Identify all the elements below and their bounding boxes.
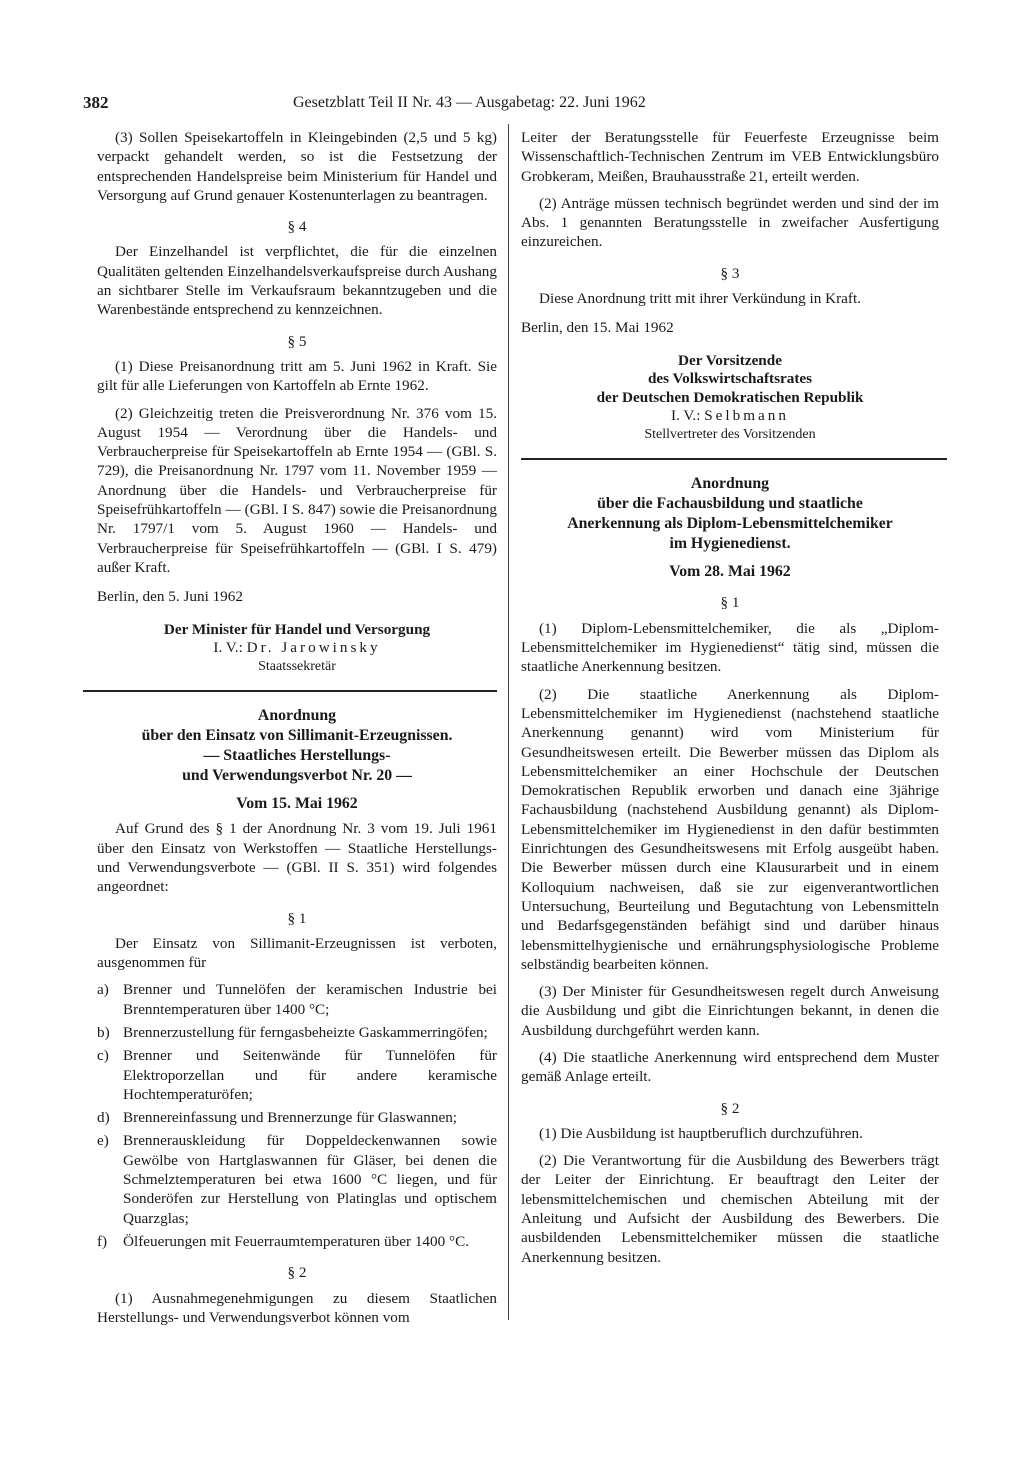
section-heading: § 2 xyxy=(720,1099,740,1117)
list-label: a) xyxy=(97,981,109,999)
paragraph: (2) Die Verantwortung für die Ausbildung des Bewerbers trägt der Leiter der Einrichtung. Er beauftragt den Leiter der lebensmittelchemischen und chemischen Abteilung mit der Anleitung und Aufsicht der Ausbildung des Bewerbers. Die ausbildenden Lebensmittelchemiker müssen die staatliche Anerkennung besitzen. xyxy=(521,1152,939,1266)
decree-subheading: Anerkennung als Diplom-Lebensmittelchemiker xyxy=(567,515,893,533)
section-heading: § 4 xyxy=(287,218,307,236)
decree-subheading: im Hygienedienst. xyxy=(669,535,791,553)
paragraph: Diese Anordnung tritt mit ihrer Verkündung in Kraft. xyxy=(539,290,861,308)
decree-date: Vom 28. Mai 1962 xyxy=(669,563,791,581)
signatory-name: Selbmann xyxy=(704,407,789,425)
paragraph: (1) Die Ausbildung ist hauptberuflich durchzuführen. xyxy=(539,1124,863,1142)
list-item xyxy=(97,1046,497,1104)
paragraph: (1) Diese Preisanordnung tritt am 5. Juni 1962 in Kraft. Sie gilt für alle Lieferungen von Kartoffeln ab Ernte 1962. xyxy=(97,357,497,395)
decree-subheading: und Verwendungsverbot Nr. 20 — xyxy=(182,767,412,785)
paragraph: Leiter der Beratungsstelle für Feuerfeste Erzeugnisse beim Wissenschaftlich-Technischen Zentrum im VEB Entwicklungsbüro Grobkeram, Meißen, Brauhausstraße 21, erteilt werden. xyxy=(521,129,939,185)
exception-list xyxy=(97,980,497,1251)
decree-heading: Anordnung xyxy=(257,707,337,725)
right-column xyxy=(521,128,939,1275)
signatory-line xyxy=(521,407,939,426)
decree-heading: Anordnung xyxy=(690,475,770,493)
signatory-office: der Deutschen Demokratischen Republik xyxy=(596,388,864,406)
gazette-title: Gesetzblatt Teil II Nr. 43 — Ausgabetag: 22. Juni 1962 xyxy=(293,94,646,111)
signatory-office: Der Vorsitzende xyxy=(678,351,782,369)
column-divider xyxy=(508,124,509,1320)
section-heading: § 3 xyxy=(720,264,740,282)
paragraph: (3) Sollen Speisekartoffeln in Kleingebinden (2,5 und 5 kg) verpackt gehandelt werden, so ist die Festsetzung der entsprechenden Handelspreise beim Ministerium für Handel und Versorgung auf Grund genauer Kostenunterlagen zu beantragen. xyxy=(97,129,497,204)
signatory-role: Stellvertreter des Vorsitzenden xyxy=(644,426,816,442)
signatory-office: Der Minister für Handel und Versorgung xyxy=(163,620,431,638)
list-item xyxy=(97,1232,497,1251)
list-item xyxy=(97,980,497,1019)
list-text: Brenner und Tunnelöfen der keramischen Industrie bei Brenntemperaturen über 1400 °C; xyxy=(123,981,497,1018)
place-date: Berlin, den 15. Mai 1962 xyxy=(521,319,674,337)
list-label: b) xyxy=(97,1024,110,1041)
list-text: Brennereinfassung und Brennerzunge für Glaswannen; xyxy=(123,1109,458,1127)
list-text: Brenner und Seitenwände für Tunnelöfen für Elektroporzellan und für andere keramische Hochtemperaturöfen; xyxy=(123,1047,497,1103)
list-label: f) xyxy=(97,1232,108,1250)
list-item xyxy=(97,1108,497,1127)
paragraph: (2) Anträge müssen technisch begründet werden und sind der im Abs. 1 genannten Beratungsstelle in zweifacher Ausfertigung einzureichen. xyxy=(521,194,939,251)
section-heading: § 1 xyxy=(720,594,740,612)
list-label: d) xyxy=(97,1109,110,1127)
paragraph: (1) Diplom-Lebensmittelchemiker, die als „Diplom-Lebensmittelchemiker im Hygienedienst“ tätig sind, müssen die staatliche Anerkennung besitzen. xyxy=(521,619,939,676)
page-number: 382 xyxy=(83,93,109,112)
decree-date: Vom 15. Mai 1962 xyxy=(236,795,358,813)
list-label: e) xyxy=(97,1132,109,1150)
section-rule xyxy=(83,690,497,692)
section-rule xyxy=(521,458,947,460)
paragraph: (3) Der Minister für Gesundheitswesen regelt durch Anweisung die Ausbildung und gibt die Einrichtungen bekannt, in denen die Ausbildung durchgeführt werden kann. xyxy=(521,983,939,1039)
signatory-role: Staatssekretär xyxy=(258,658,336,674)
paragraph: Der Einsatz von Sillimanit-Erzeugnissen ist verboten, ausgenommen für xyxy=(97,934,497,972)
signatory-iv: I. V.: xyxy=(671,407,701,425)
section-heading: § 5 xyxy=(287,332,307,350)
paragraph: (4) Die staatliche Anerkennung wird entsprechend dem Muster gemäß Anlage erteilt. xyxy=(521,1049,939,1086)
left-column xyxy=(97,128,497,1335)
list-text: Brennerzustellung für ferngasbeheizte Gaskammerringöfen; xyxy=(123,1024,488,1041)
list-item xyxy=(97,1023,497,1042)
paragraph: (2) Die staatliche Anerkennung als Diplom-Lebensmittelchemiker im Hygienedienst (nachstehend staatliche Anerkennung genannt) wird vom Ministerium für Gesundheitswesen erteilt. Die Bewerber müssen das Diplom als Lebensmittelchemiker an einer Hochschule der Deutschen Demokratischen Republik erworben und danach eine 3jährige Fachausbildung (nachstehend Ausbildung genannt) als Diplom-Lebensmittelchemiker im Hygienedienst in den dafür bestimmten Einrichtungen des Gesundheitswesens mit Erfolg ausgeübt haben. Die Bewerber müssen durch eine Klausurarbeit und in einem Kolloquium nachweisen, daß sie zur eigenverantwortlichen Untersuchung, Beurteilung und Begutachtung von Lebensmitteln und Bedarfsgegenständen befähigt sind und darüber hinaus lebensmittelhygienische und ernährungsphysiologische Probleme selbständig bearbeiten können. xyxy=(521,685,939,973)
signatory-iv: I. V.: xyxy=(213,639,243,657)
paragraph: (1) Ausnahmegenehmigungen zu diesem Staatlichen Herstellungs- und Verwendungsverbot können vom xyxy=(97,1289,497,1326)
signatory-office: des Volkswirtschaftsrates xyxy=(647,370,813,388)
place-date: Berlin, den 5. Juni 1962 xyxy=(97,588,243,606)
page-header xyxy=(83,92,723,114)
signatory-line xyxy=(97,639,497,658)
decree-subheading: über den Einsatz von Sillimanit-Erzeugnissen. xyxy=(141,727,453,745)
paragraph: (2) Gleichzeitig treten die Preisverordnung Nr. 376 vom 15. August 1954 — Verordnung über die Handels- und Verbraucherpreise für Speisekartoffeln ab Ernte 1954 — (GBl. S. 729), die Preisanordnung Nr. 1797 vom 11. November 1959 — Anordnung über die Handels- und Verbraucherpreise für Speisefrühkartoffeln — (GBl. I S. 847) sowie die Preisanordnung Nr. 1797/1 vom 5. August 1960 — Handels- und Verbraucherpreise für Speisefrühkartoffeln — (GBl. I S. 479) außer Kraft. xyxy=(97,404,497,576)
decree-subheading: — Staatliches Herstellungs- xyxy=(203,747,391,765)
list-label: c) xyxy=(97,1047,109,1065)
decree-subheading: über die Fachausbildung und staatliche xyxy=(597,495,863,513)
list-text: Brennerauskleidung für Doppeldeckenwannen sowie Gewölbe von Hartglaswannen für Gläser, bei denen die Schmelztemperaturen bei etwa 1600 °C liegen, und für Sonderöfen zur Herstellung von Platinglas und optischem Quarzglas; xyxy=(123,1132,497,1227)
list-text: Ölfeuerungen mit Feuerraumtemperaturen über 1400 °C. xyxy=(123,1232,469,1250)
section-heading: § 1 xyxy=(287,909,307,927)
section-heading: § 2 xyxy=(287,1264,307,1282)
paragraph: Auf Grund des § 1 der Anordnung Nr. 3 vom 19. Juli 1961 über den Einsatz von Werkstoffen — Staatliche Herstellungs- und Verwendungsverbote — (GBl. II S. 351) wird folgendes angeordnet: xyxy=(97,820,497,896)
paragraph: Der Einzelhandel ist verpflichtet, die für die einzelnen Qualitäten geltenden Einzelhandelsverkaufspreise durch Aushang an sichtbarer Stelle im Verkaufsraum bekanntzugeben und die Warenbestände entsprechend zu kennzeichnen. xyxy=(97,243,497,319)
signatory-name: Dr. Jarowinsky xyxy=(246,639,381,657)
list-item xyxy=(97,1131,497,1227)
